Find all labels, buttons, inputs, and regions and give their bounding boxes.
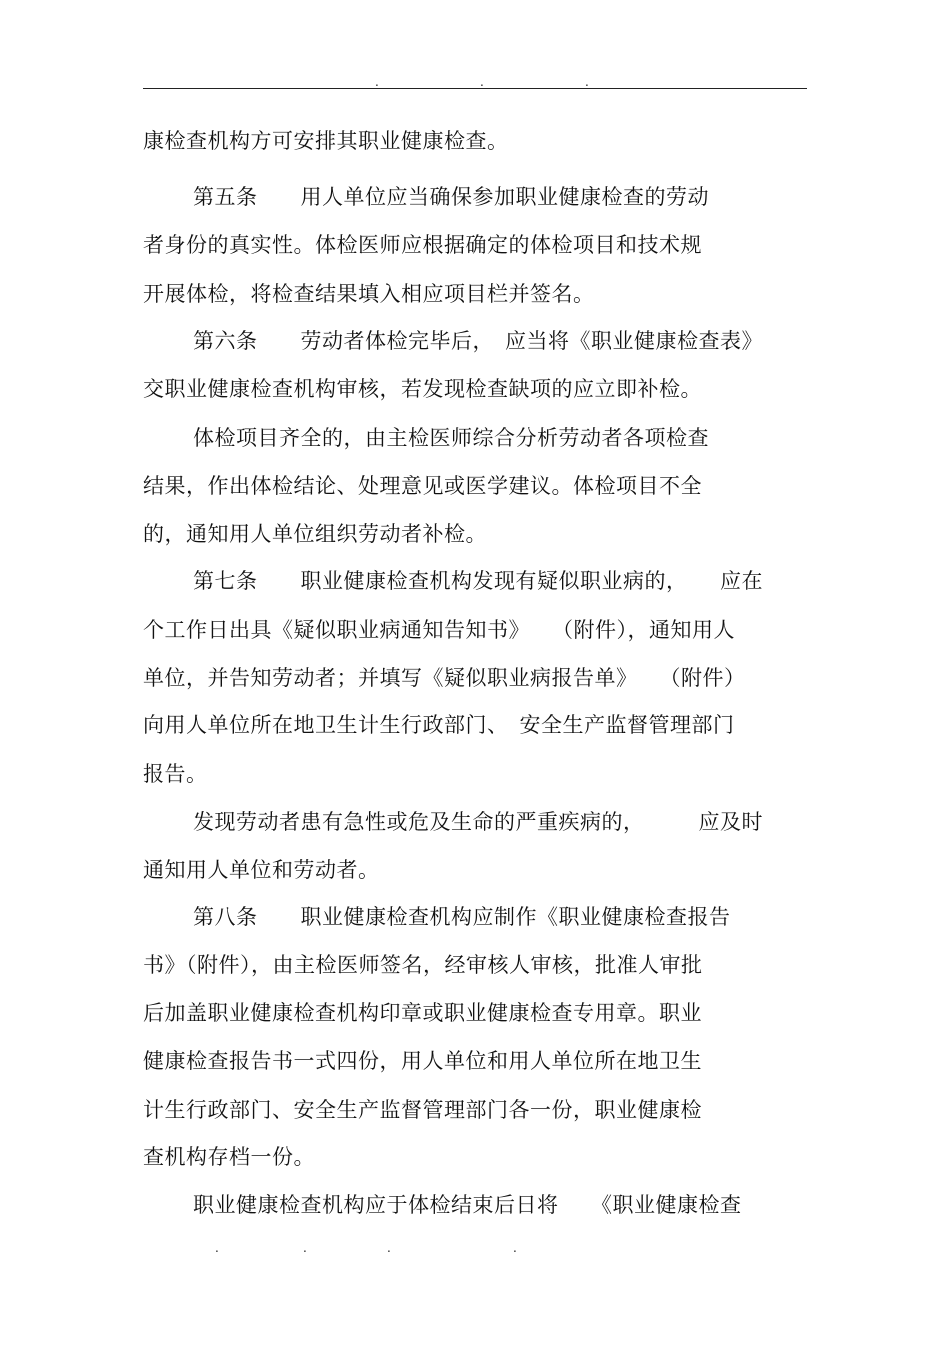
text-line: 的，通知用人单位组织劳动者补检。 xyxy=(143,522,487,546)
text-line: 通知用人单位和劳动者。 xyxy=(143,858,380,882)
header-dot: . xyxy=(375,75,379,89)
text-line: 结果，作出体检结论、处理意见或医学建议。体检项目不全 xyxy=(143,474,702,498)
header-dot: . xyxy=(480,75,484,89)
text-line: 发现劳动者患有急性或危及生命的严重疾病的， 应及时 xyxy=(193,810,763,834)
text-line: 报告。 xyxy=(143,762,208,786)
text-line: 健康检查报告书一式四份，用人单位和用人单位所在地卫生 xyxy=(143,1049,702,1073)
text-line: 第七条 职业健康检查机构发现有疑似职业病的， 应在 xyxy=(193,569,763,593)
text-line: 单位，并告知劳动者；并填写《疑似职业病报告单》 （附件） xyxy=(143,666,746,690)
header-rule xyxy=(143,88,807,89)
text-line: 第五条 用人单位应当确保参加职业健康检查的劳动 xyxy=(193,185,709,209)
text-line: 个工作日出具《疑似职业病通知告知书》 （附件），通知用人 xyxy=(143,618,735,642)
text-line: 体检项目齐全的，由主检医师综合分析劳动者各项检查 xyxy=(193,426,709,450)
footer-dot: . xyxy=(215,1241,219,1255)
text-line: 开展体检，将检查结果填入相应项目栏并签名。 xyxy=(143,282,595,306)
text-line: 交职业健康检查机构审核，若发现检查缺项的应立即补检。 xyxy=(143,377,702,401)
footer-dot: . xyxy=(513,1241,517,1255)
text-line: 职业健康检查机构应于体检结束后日将 《职业健康检查 xyxy=(193,1193,742,1217)
text-line: 向用人单位所在地卫生计生行政部门、 安全生产监督管理部门 xyxy=(143,713,735,737)
text-line: 者身份的真实性。体检医师应根据确定的体检项目和技术规 xyxy=(143,233,702,257)
footer-dot: . xyxy=(387,1241,391,1255)
text-line: 康检查机构方可安排其职业健康检查。 xyxy=(143,129,509,153)
footer-dot: . xyxy=(303,1241,307,1255)
header-dot: . xyxy=(585,75,589,89)
text-line: 书》（附件），由主检医师签名，经审核人审核，批准人审批 xyxy=(143,953,703,977)
text-line: 第六条 劳动者体检完毕后， 应当将《职业健康检查表》 xyxy=(193,329,763,353)
text-line: 计生行政部门、安全生产监督管理部门各一份，职业健康检 xyxy=(143,1098,702,1122)
text-line: 第八条 职业健康检查机构应制作《职业健康检查报告 xyxy=(193,905,731,929)
text-line: 后加盖职业健康检查机构印章或职业健康检查专用章。职业 xyxy=(143,1001,702,1025)
text-line: 查机构存档一份。 xyxy=(143,1145,315,1169)
